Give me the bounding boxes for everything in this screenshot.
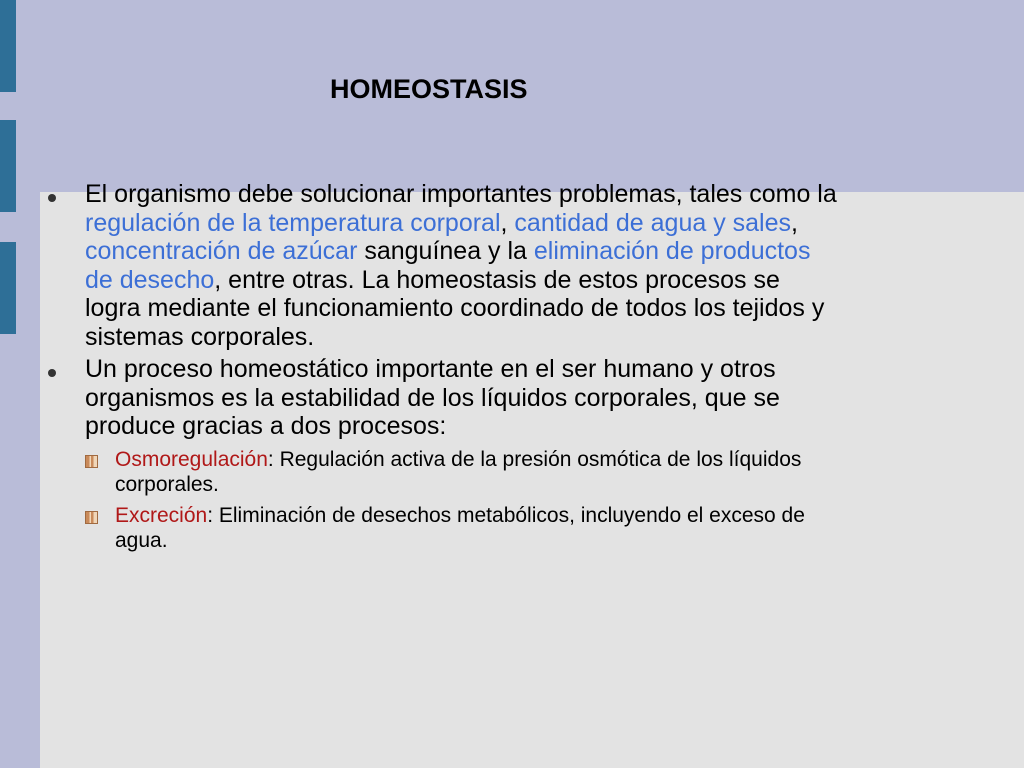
- bullet-dot-icon: [48, 369, 56, 377]
- decoration-bar: [0, 242, 16, 334]
- sub-bullet-term: Osmoregulación: [115, 447, 268, 471]
- sub-bullet-text: : Regulación activa de la presión osmótica de los líquidos corporales.: [115, 447, 802, 496]
- bullet-text: El organismo debe solucionar importantes problemas, tales como la: [85, 180, 837, 208]
- bullet-text: ,: [500, 208, 515, 237]
- sub-bullet-item: [48, 447, 838, 497]
- bullet-dot-icon: [48, 194, 56, 202]
- highlight-term: regulación de la temperatura corporal: [85, 208, 501, 237]
- bullet-text: Un proceso homeostático importante en el ser humano y otros organismos es la estabilidad de los líquidos corporales, que se produce gracias a dos procesos:: [85, 355, 780, 440]
- bullet-item: [48, 355, 838, 441]
- sub-bullet-icon: [85, 511, 98, 524]
- slide-title: HOMEOSTASIS: [330, 74, 528, 104]
- left-decoration-strip: [0, 0, 40, 768]
- bullet-item: [48, 180, 838, 351]
- decoration-bar: [0, 0, 16, 92]
- bullet-text: ,: [791, 208, 798, 237]
- sub-bullet-icon: [85, 455, 98, 468]
- slide-body: [48, 180, 838, 559]
- bullet-text: , entre otras. La homeostasis de estos procesos se logra mediante el funcionamiento coordinado de todos los tejidos y sistemas corporales.: [85, 265, 825, 351]
- sub-bullet-item: [48, 503, 838, 553]
- highlight-term: cantidad de agua y sales: [514, 208, 792, 237]
- bullet-text: sanguínea y la: [357, 237, 534, 265]
- sub-bullet-text: : Eliminación de desechos metabólicos, incluyendo el exceso de agua.: [115, 503, 805, 552]
- highlight-term: eliminación de productos de desecho: [85, 237, 811, 294]
- decoration-bar: [0, 120, 16, 212]
- sub-bullet-term: Excreción: [115, 503, 208, 527]
- highlight-term: concentración de azúcar: [85, 237, 358, 265]
